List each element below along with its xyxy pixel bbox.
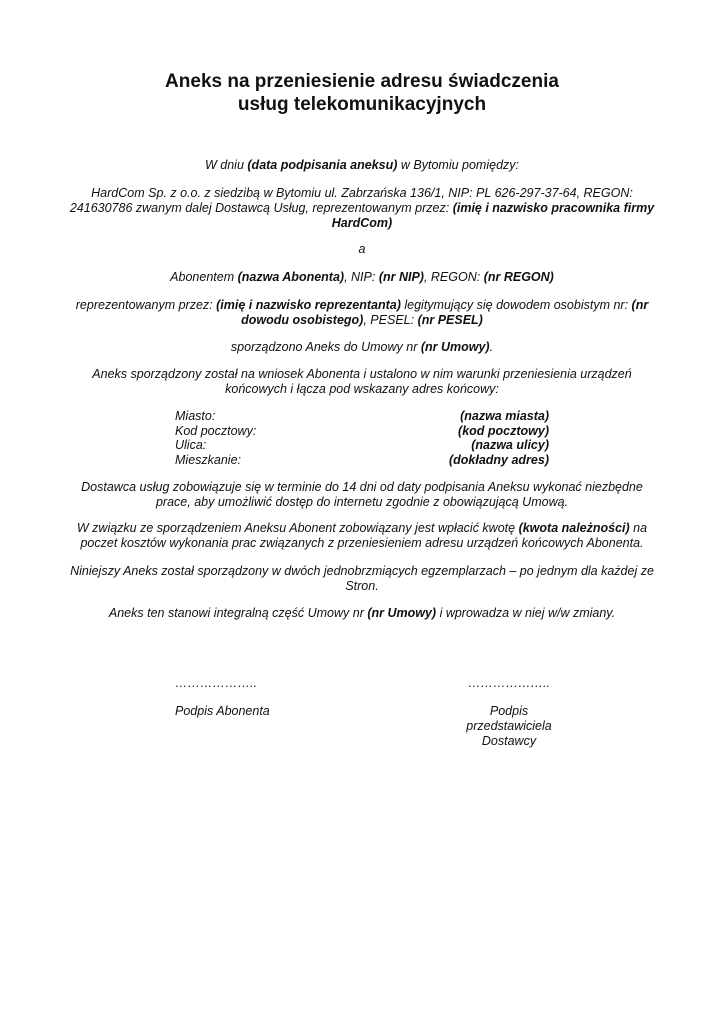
date-prefix: W dniu — [205, 158, 248, 172]
subscriber-nip-label: , NIP: — [344, 270, 379, 284]
contract-suffix: . — [489, 340, 494, 354]
rep-middle: legitymujący się dowodem osobistym nr: — [400, 298, 632, 312]
address-value: (dokładny adres) — [448, 452, 549, 467]
title-line-2: usług telekomunikacyjnych — [237, 94, 487, 115]
integral-prefix: Aneks ten stanowi integralną część Umowy nr — [108, 606, 368, 620]
provider-rep-placeholder: (imię i nazwisko pracownika firmy HardCom) — [331, 201, 655, 230]
contract-prefix: sporządzono Aneks do Umowy nr — [230, 340, 421, 354]
address-row — [175, 409, 549, 424]
address-block — [175, 409, 549, 467]
signature-label: Podpis Abonenta — [175, 704, 270, 718]
address-label: Ulica: — [175, 438, 207, 452]
subscriber-line — [64, 270, 660, 285]
rep-pesel-placeholder: (nr PESEL) — [417, 313, 483, 327]
address-label: Miasto: — [175, 409, 216, 423]
payment-paragraph — [64, 521, 660, 551]
document-title — [0, 70, 724, 116]
subscriber-regon-label: , REGON: — [423, 270, 484, 284]
obligation-paragraph: Dostawca usług zobowiązuje się w terminie do 14 dni od daty podpisania Aneksu wykonać niezbędne prace, aby umożliwić dostęp do internetu zgodnie z obowiązującą Umową. — [81, 480, 643, 509]
provider-text: HardCom Sp. z o.o. z siedzibą w Bytomiu ul. Zabrzańska 136/1, NIP: PL 626-297-37-64, REGON: 241630786 zwanym dalej Dostawcą Usług, reprezentowanym przez: — [69, 186, 633, 215]
integral-suffix: i wprowadza w niej w/w zmiany. — [436, 606, 616, 620]
subscriber-regon-placeholder: (nr REGON) — [483, 270, 554, 284]
address-value: (kod pocztowy) — [458, 423, 549, 438]
address-row — [175, 424, 549, 439]
subscriber-signature — [175, 676, 335, 719]
rep-prefix: reprezentowanym przez: — [75, 298, 217, 312]
address-label: Mieszkanie: — [175, 452, 241, 467]
signature-label: Podpis przedstawiciela Dostawcy — [466, 704, 552, 748]
address-value: (nazwa ulicy) — [471, 438, 549, 452]
payment-amount-placeholder: (kwota należności) — [518, 521, 630, 535]
subscriber-nip-placeholder: (nr NIP) — [378, 270, 424, 284]
address-value: (nazwa miasta) — [460, 409, 549, 423]
rep-id-placeholder: (nr dowodu osobistego) — [241, 298, 649, 327]
integral-paragraph — [64, 606, 660, 621]
subscriber-name-placeholder: (nazwa Abonenta) — [237, 270, 345, 284]
address-label: Kod pocztowy: — [175, 423, 257, 438]
conjunction: a — [358, 242, 366, 256]
rep-name-placeholder: (imię i nazwisko reprezentanta) — [216, 298, 401, 312]
copies-paragraph: Niniejszy Aneks został sporządzony w dwóch jednobrzmiących egzemplarzach – po jednym dla każdej ze Stron. — [70, 564, 654, 593]
address-row — [175, 438, 549, 453]
address-row — [175, 453, 549, 468]
payment-prefix: W związku ze sporządzeniem Aneksu Abonent zobowiązany jest wpłacić kwotę — [76, 521, 519, 535]
title-line-1: Aneks na przeniesienie adresu świadczenia — [165, 71, 559, 92]
signature-line: ……………….. — [468, 676, 550, 690]
representative-paragraph — [64, 298, 660, 328]
annex-intro: Aneks sporządzony został na wniosek Abonenta i ustalono w nim warunki przeniesienia urządzeń końcowych i łącza pod wskazany adres końcowy: — [92, 367, 632, 396]
date-suffix: w Bytomiu pomiędzy: — [397, 158, 519, 172]
provider-signature — [450, 676, 568, 749]
contract-placeholder: (nr Umowy) — [420, 340, 490, 354]
payment-suffix: na poczet kosztów wykonania prac związanych z przeniesieniem adresu urządzeń końcowych Abonenta. — [80, 521, 648, 550]
provider-paragraph — [64, 186, 660, 231]
rep-pesel-label: , PESEL: — [363, 313, 418, 327]
integral-contract-placeholder: (nr Umowy) — [367, 606, 437, 620]
date-placeholder: (data podpisania aneksu) — [247, 158, 398, 172]
subscriber-prefix: Abonentem — [170, 270, 238, 284]
contract-line — [64, 340, 660, 355]
signature-line: ……………….. — [175, 676, 257, 690]
date-line — [64, 158, 660, 173]
